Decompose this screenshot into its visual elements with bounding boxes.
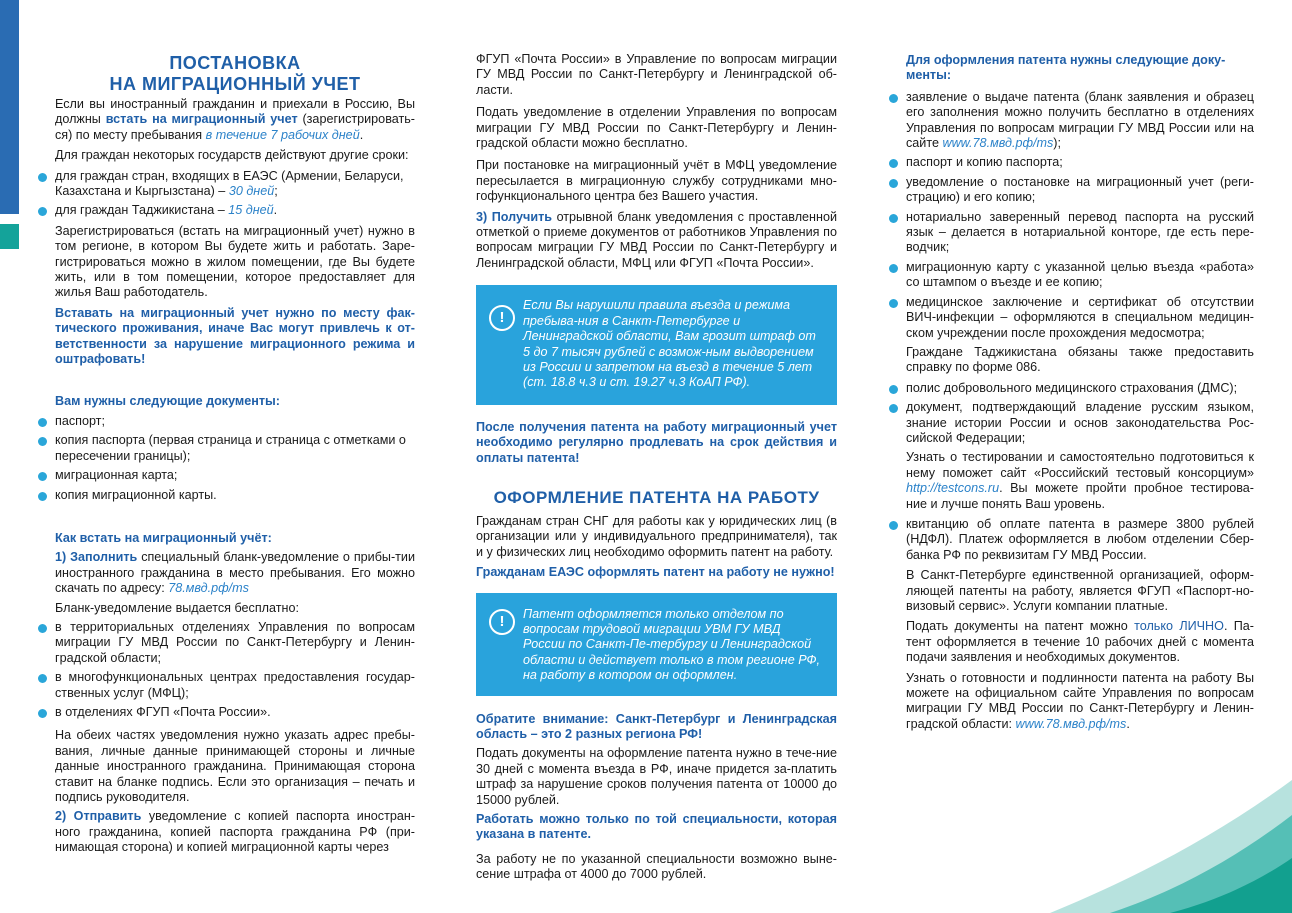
list-item: медицинское заключение и сертификат об отсутствии ВИЧ-инфекции – оформляются в специальном медицин-ском учреждении после прохождения медосмотра; xyxy=(906,294,1254,340)
list-item xyxy=(906,90,1254,152)
submit-free: Подать уведомление в отделении Управления по вопросам миграции ГУ МВД России по Санкт-Петербургу и Ленин-градской области можно бесплатно. xyxy=(476,105,837,151)
personal-c: . Па-тент оформляется в течение 10 рабочих дней с момента подачи заявления и необходимых документов. xyxy=(906,619,1254,665)
exclamation-circle-icon: ! xyxy=(489,305,515,331)
list-item: в территориальных отделениях Управления по вопросам миграции ГУ МВД России по Санкт-Петербургу и Ленин-градской области; xyxy=(55,619,415,665)
step2-label: 2) Отправить xyxy=(55,809,142,824)
intro-deadline: в течение 7 рабочих дней xyxy=(205,127,360,142)
tj-note: Граждане Таджикистана обязаны также предоставить справку по форме 086. xyxy=(906,344,1254,375)
patent-title: ОФОРМЛЕНИЕ ПАТЕНТА НА РАБОТУ xyxy=(493,487,820,507)
step2-text: уведомление с копией паспорта иностран-ного гражданина, копией паспорта гражданина РФ (при-нимающая сторона) и копией миграционной карты через xyxy=(55,809,416,855)
intro-end: . xyxy=(359,127,364,142)
intro-text: Если вы иностранный гражданин и приехали в Россию, Вы должны xyxy=(55,97,415,127)
section-title-line2: НА МИГРАЦИОННЫЙ УЧЕТ xyxy=(109,74,361,94)
step1-text: специальный бланк-уведомление о прибы-тии иностранного гражданина в место пребывания. Его можно скачать по адресу: xyxy=(55,550,416,596)
patent-docs-list-3 xyxy=(906,517,1254,563)
list-item: миграционная карта; xyxy=(55,468,415,483)
ready-link[interactable]: www.78.мвд.рф/ms xyxy=(1015,716,1127,731)
eaes-end: ; xyxy=(274,184,278,199)
step2 xyxy=(55,809,415,855)
other-terms: Для граждан некоторых государств действуют другие сроки: xyxy=(55,148,409,163)
testcons-link[interactable]: http://testcons.ru xyxy=(906,481,1000,496)
how-title: Как встать на миграционный учёт: xyxy=(55,530,272,545)
notice-text: Патент оформляется только отделом по вопросам трудовой миграции УВМ ГУ МВД России по Санкт-Пе-тербургу и Ленинградской области и действует только в том регионе РФ, на работу в котором он оформлен. xyxy=(523,606,821,683)
ready-end: . xyxy=(1126,716,1130,731)
list-item: паспорт; xyxy=(55,414,415,429)
list-item: копия миграционной карты. xyxy=(55,488,415,503)
eaes-no-patent: Гражданам ЕАЭС оформлять патент на работу не нужно! xyxy=(476,565,835,580)
patent-docs-list-2 xyxy=(906,381,1254,447)
attention-text: Обратите внимание: Санкт-Петербург и Ленинградская область – это 2 разных региона РФ! xyxy=(476,711,837,741)
post-continue: ФГУП «Почта России» в Управление по вопросам миграции ГУ МВД России по Санкт-Петербургу и Ленинградской об-ласти. xyxy=(476,52,837,97)
docs-title: Вам нужны следующие документы: xyxy=(55,393,280,408)
test-text xyxy=(906,450,1254,512)
fine-text: За работу не по указанной специальности возможно выне-сение штрафа от 4000 до 7000 рублей. xyxy=(476,851,837,882)
list-item: документ, подтверждающий владение русским языком, знание истории России и основ законодательства Рос-сийской Федерации; xyxy=(906,400,1254,445)
tj-end: . xyxy=(273,203,278,218)
after-patent-note: После получения патента на работу миграционный учет необходимо регулярно продлевать на срок действия и оплаты патента! xyxy=(476,419,837,465)
list-item: копия паспорта (первая страница и страница с отметками о пересечении границы); xyxy=(55,433,415,464)
free-form: Бланк-уведомление выдается бесплатно: xyxy=(55,600,299,615)
intro-paragraph xyxy=(55,97,415,143)
item1-link[interactable]: www.78.мвд.рф/ms xyxy=(942,136,1054,151)
patent-docs-title: Для оформления патента нужны следующие доку-менты: xyxy=(906,53,1226,83)
terms-list xyxy=(55,169,415,219)
test-text-b: . Вы можете пройти пробное тестирова-ние и лучше понять Ваш уровень. xyxy=(906,481,1254,511)
eaes-text: для граждан стран, входящих в ЕАЭС (Армении, Беларуси, Казахстана и Кыргызстана) – xyxy=(55,168,404,199)
column-patent-docs xyxy=(906,0,1254,732)
item1-end: ); xyxy=(1053,136,1061,151)
step3 xyxy=(476,210,837,272)
notice-text: Если Вы нарушили правила въезда и режима пребыва-ния в Санкт-Петербурге и Ленинградской области, Вам грозит штраф от 5 до 7 тысяч рублей с возмож-ным выдворением из России и запретом на въезд в течение 5 лет (ст. 18.8 ч.3 и ст. 19.27 ч.3 КоАП РФ). xyxy=(523,298,816,390)
item1-text: заявление о выдаче патента (бланк заявления и образец его заполнения можно получить бесплатно в отделениях Управления по вопросам миграции ГУ МВД России или на сайте xyxy=(906,89,1254,151)
fine-notice-box xyxy=(476,285,837,404)
test-text-a: Узнать о тестировании и самостоятельно подготовиться к нему поможет сайт «Российский тестовый консорциум» xyxy=(906,450,1254,480)
eaes-days: 30 дней xyxy=(228,184,275,199)
mfc-text: При постановке на миграционный учёт в МФЦ уведомление пересылается в миграционную службу сотрудниками мно-гофункционального центра без Вашего участия. xyxy=(476,158,837,204)
list-item: полис добровольного медицинского страхования (ДМС); xyxy=(906,381,1254,396)
list-item: нотариально заверенный перевод паспорта на русский язык – делается в нотариальной конторе, где есть пере-водчик; xyxy=(906,209,1254,255)
personal-a: Подать документы на патент можно xyxy=(906,619,1128,634)
warning-text: Вставать на миграционный учет нужно по месту фак-тического проживания, иначе Вас могут привлечь к от-ветственности за нарушение миграционного режима и оштрафовать! xyxy=(55,305,415,367)
step1-label: 1) Заполнить xyxy=(55,550,138,565)
list-item xyxy=(55,203,415,218)
places-list xyxy=(55,620,415,720)
list-item: в многофункциональных центрах предоставления государ-ственных услуг (МФЦ); xyxy=(55,670,415,700)
specialty-text: Работать можно только по той специальности, которая указана в патенте. xyxy=(476,812,837,842)
step1-link[interactable]: 78.мвд.рф/ms xyxy=(168,581,249,596)
intro-highlight: встать на миграционный учет xyxy=(105,112,298,127)
column-migration-registration xyxy=(55,0,415,856)
section-title-line1: ПОСТАНОВКА xyxy=(169,53,301,73)
exclamation-circle-icon: ! xyxy=(489,609,515,635)
spb-org: В Санкт-Петербурге единственной организацией, оформ-ляющей патенты на работу, является ФГУП «Паспорт-но-визовый сервис». Услуги компании платные. xyxy=(906,568,1254,613)
personal-text xyxy=(906,619,1254,665)
ready-a: Узнать о готовности и подлинности патента на работу Вы можете на официальном сайте Управления по вопросам миграции ГУ МВД России по Санкт-Петербургу и Ленин-градской области: xyxy=(906,670,1254,731)
tj-text: для граждан Таджикистана – xyxy=(55,203,225,218)
deadline-text: Подать документы на оформление патента нужно в тече-ние 30 дней с момента въезда в РФ, иначе придется за-платить штраф за нарушение сроков получения патента от 10000 до 15000 рублей. xyxy=(476,746,837,807)
cis-text: Гражданам стран СНГ для работы как у юридических лиц (в организации или у индивидуального предпринимателя), так и у физических лиц необходимо оформить патент на работу. xyxy=(476,513,837,559)
step3-text: отрывной бланк уведомления с проставленной отметкой о приеме документов от работников Управления по вопросам миграции ГУ МВД России по Санкт-Петербургу и Ленинградской области, МФЦ или ФГУП «Почта России». xyxy=(476,209,837,270)
patent-notice-box xyxy=(476,593,837,696)
list-item: уведомление о постановке на миграционный учет (реги-страцию) и его копию; xyxy=(906,174,1254,205)
list-item: квитанцию об оплате патента в размере 3800 рублей (НДФЛ). Платеж оформляется в любом отделении Сбер-банка РФ по реквизитам ГУ МВД России. xyxy=(906,516,1254,562)
column-patent xyxy=(476,0,837,883)
step1 xyxy=(55,550,415,596)
list-item: в отделениях ФГУП «Почта России». xyxy=(55,705,415,720)
step3-label: 3) Получить xyxy=(476,209,552,224)
patent-docs-list xyxy=(906,90,1254,341)
docs-list xyxy=(55,414,415,503)
list-item xyxy=(55,169,415,200)
personal-highlight: только ЛИЧНО xyxy=(1134,619,1224,634)
list-item: паспорт и копию паспорта; xyxy=(906,155,1254,170)
intro-text-2: (зарегистрировать-ся) по месту пребывания xyxy=(55,112,415,142)
tj-days: 15 дней xyxy=(228,203,274,218)
list-item: миграционную карту с указанной целью въезда «работа» со штампом о въезде и ее копию; xyxy=(906,259,1254,290)
both-parts: На обеих частях уведомления нужно указать адрес пребы-вания, личные данные принимающей стороны и личные данные иностранного гражданина. Принимающая сторона ставит на бланке подпись. Если это организация – печать и подпись руководителя. xyxy=(55,728,415,805)
register-where: Зарегистрироваться (встать на миграционный учет) нужно в том регионе, в котором Вы будете жить и работать. Заре-гистрироваться можно в жилом помещении, где Вы будете жить, или в том помещении, которое предоставляет для жилья Ваш работодатель. xyxy=(55,223,415,300)
ready-text xyxy=(906,671,1254,733)
